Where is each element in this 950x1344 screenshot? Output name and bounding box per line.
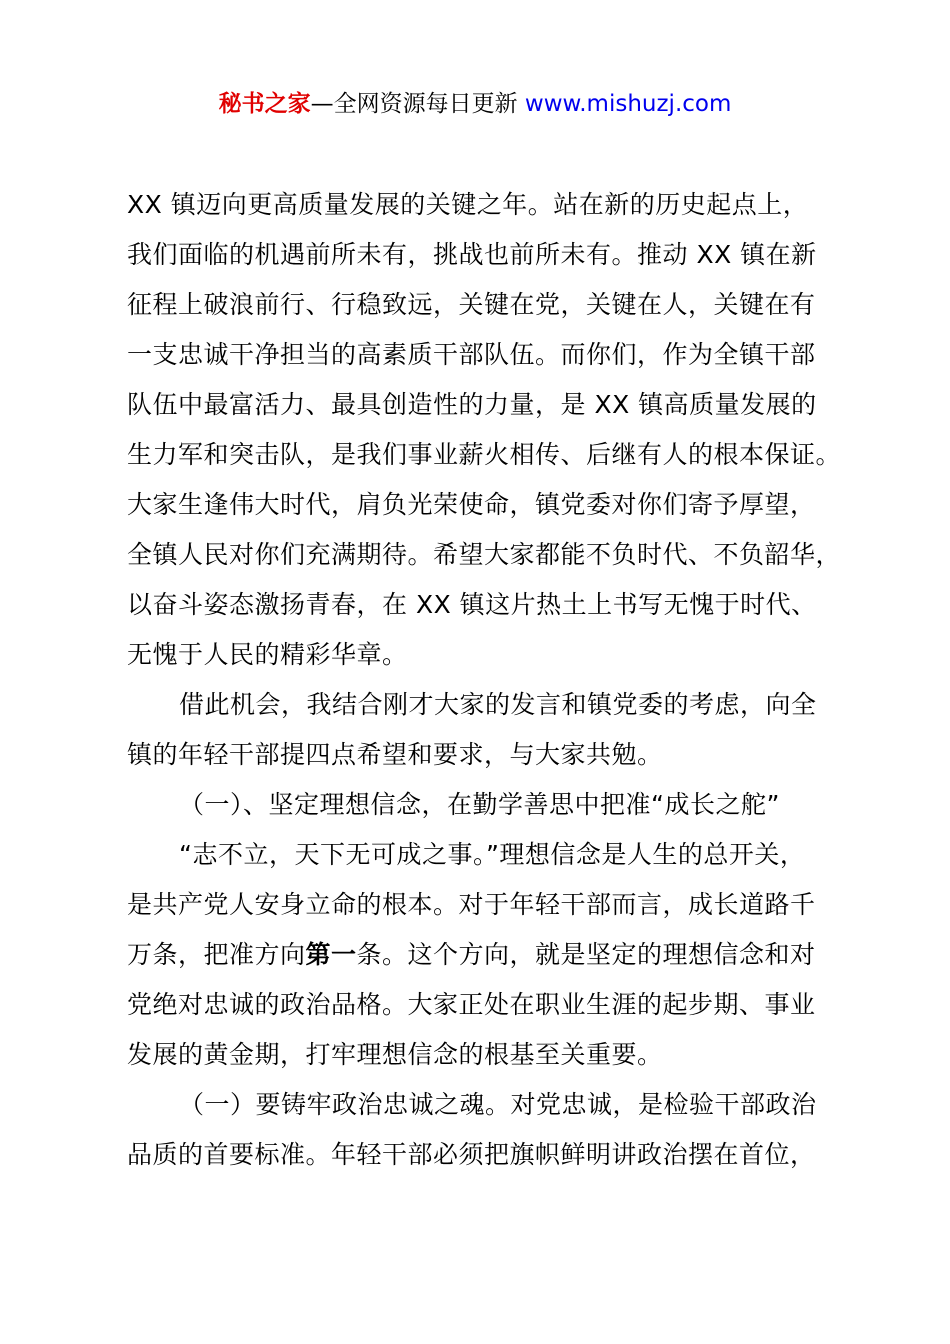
text-line: 大家生逢伟大时代，肩负光荣使命，镇党委对你们寄予厚望， [127, 490, 816, 519]
site-header [0, 86, 950, 122]
text-line: 是共产党人安身立命的根本。对于年轻干部而言，成长道路千 [127, 890, 816, 919]
text-line: 征程上破浪前行、行稳致远，关键在党，关键在人，关键在有 [127, 290, 816, 319]
paragraph-first-line: “志不立，天下无可成之事。”理想信念是人生的总开关， [179, 840, 806, 869]
text-line: 生力军和突击队，是我们事业薪火相传、后继有人的根本保证。 [127, 440, 842, 469]
site-name: 秘书之家 [218, 91, 311, 117]
site-tagline: —全网资源每日更新 [310, 91, 518, 117]
text-line: 发展的黄金期，打牢理想信念的根基至关重要。 [127, 1040, 663, 1069]
site-url-link[interactable]: www.mishuzj.com [524, 91, 732, 117]
bold-emphasis: 第一 [305, 940, 357, 969]
text-line: 无愧于人民的精彩华章。 [127, 640, 408, 669]
section-heading: （一）、坚定理想信念，在勤学善思中把准“成长之舵” [179, 790, 780, 819]
text-line: 镇的年轻干部提四点希望和要求，与大家共勉。 [127, 740, 663, 769]
paragraph-first-line: 借此机会，我结合刚才大家的发言和镇党委的考虑，向全 [179, 690, 817, 719]
text-line: 全镇人民对你们充满期待。希望大家都能不负时代、不负韶华， [127, 540, 842, 569]
text-line: 队伍中最富活力、最具创造性的力量，是 XX 镇高质量发展的 [127, 390, 817, 419]
paragraph-first-line: （一）要铸牢政治忠诚之魂。对党忠诚，是检验干部政治 [179, 1090, 817, 1119]
document-body [127, 180, 867, 1180]
text-line: 品质的首要标准。年轻干部必须把旗帜鲜明讲政治摆在首位， [127, 1140, 816, 1169]
text-line-with-emphasis [127, 930, 867, 980]
text-line: 党绝对忠诚的政治品格。大家正处在职业生涯的起步期、事业 [127, 990, 816, 1019]
text-line: 我们面临的机遇前所未有，挑战也前所未有。推动 XX 镇在新 [127, 240, 817, 269]
text-line: 以奋斗姿态激扬青春，在 XX 镇这片热土上书写无愧于时代、 [127, 590, 817, 619]
text-line: XX 镇迈向更高质量发展的关键之年。站在新的历史起点上， [127, 190, 809, 219]
text-segment: 条。这个方向，就是坚定的理想信念和对 [356, 940, 816, 969]
text-line: 一支忠诚干净担当的高素质干部队伍。而你们，作为全镇干部 [127, 340, 816, 369]
text-segment: 万条，把准方向 [127, 940, 306, 969]
